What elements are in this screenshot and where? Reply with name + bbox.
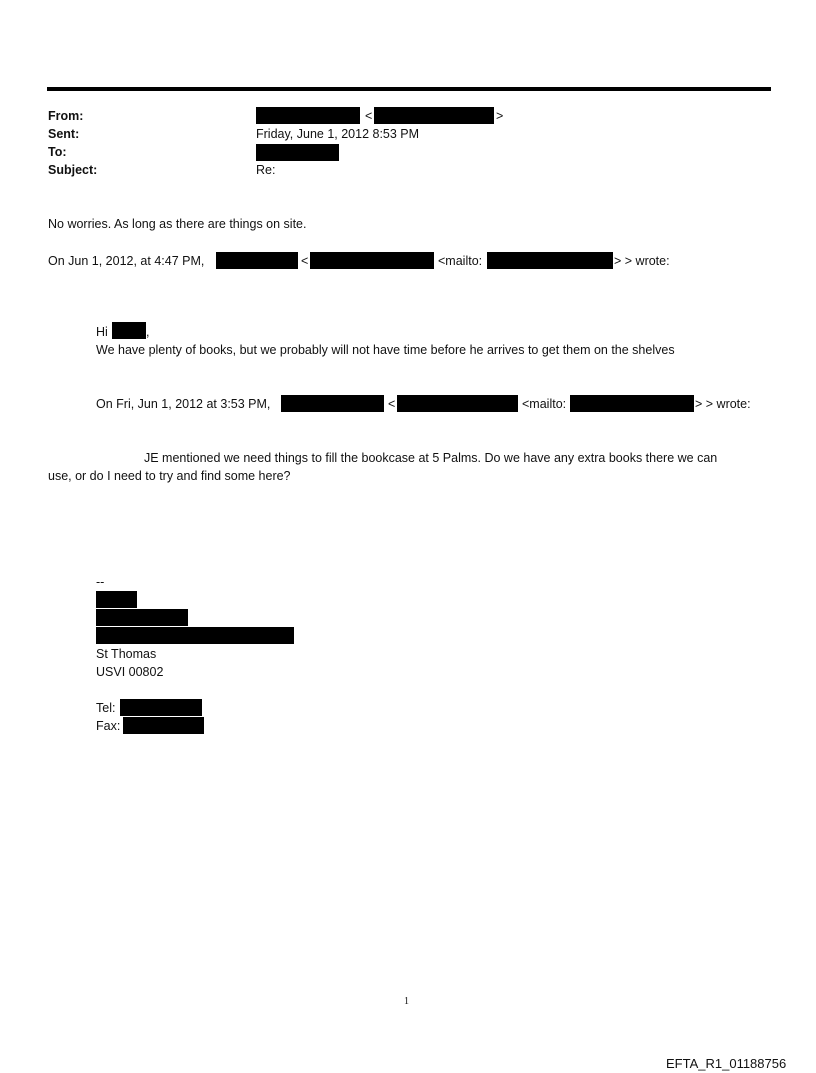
redaction-quote2-email	[397, 395, 518, 412]
reply-line: We have plenty of books, but we probably will not have time before he arrives to get them on the shelves	[96, 343, 675, 357]
quote1-mailto: <mailto:	[438, 254, 483, 268]
quote1-suffix: > > wrote:	[614, 254, 670, 268]
signature-dashes: --	[96, 575, 105, 589]
redaction-greeting-name	[112, 322, 146, 339]
original-line-1: JE mentioned we need things to fill the bookcase at 5 Palms. Do we have any extra books there we can	[144, 451, 718, 465]
redaction-from-email	[374, 107, 494, 124]
quote2-suffix: > > wrote:	[695, 397, 751, 411]
from-gt: >	[496, 109, 504, 123]
body-line-1: No worries. As long as there are things on site.	[48, 217, 307, 231]
redaction-signature-line-3	[96, 627, 294, 644]
redaction-quote2-mailto	[570, 395, 694, 412]
redaction-signature-line-1	[96, 591, 137, 608]
signature-region: USVI 00802	[96, 665, 164, 679]
to-label: To:	[48, 145, 67, 159]
greeting-hi: Hi	[96, 325, 108, 339]
redaction-quote2-name	[281, 395, 384, 412]
sent-label: Sent:	[48, 127, 80, 141]
redaction-quote1-name	[216, 252, 298, 269]
redaction-to	[256, 144, 339, 161]
quote1-lt: <	[301, 254, 309, 268]
page-number: 1	[404, 996, 409, 1007]
quote2-prefix: On Fri, Jun 1, 2012 at 3:53 PM,	[96, 397, 271, 411]
redaction-from-name	[256, 107, 360, 124]
from-label: From:	[48, 109, 84, 123]
tel-label: Tel:	[96, 701, 116, 715]
quote2-mailto: <mailto:	[522, 397, 567, 411]
redaction-quote1-mailto	[487, 252, 613, 269]
redaction-fax	[123, 717, 204, 734]
redaction-signature-line-2	[96, 609, 188, 626]
quote2-lt: <	[388, 397, 396, 411]
subject-value: Re:	[256, 163, 276, 177]
subject-label: Subject:	[48, 163, 98, 177]
sent-value: Friday, June 1, 2012 8:53 PM	[256, 127, 420, 141]
from-lt: <	[365, 109, 373, 123]
header-rule	[47, 87, 771, 91]
document-id: EFTA_R1_01188756	[666, 1056, 787, 1071]
original-line-2: use, or do I need to try and find some here?	[48, 469, 291, 483]
quote1-prefix: On Jun 1, 2012, at 4:47 PM,	[48, 254, 205, 268]
fax-label: Fax:	[96, 719, 121, 733]
redaction-tel	[120, 699, 202, 716]
signature-city: St Thomas	[96, 647, 157, 661]
redaction-quote1-email	[310, 252, 434, 269]
greeting-comma: ,	[146, 325, 150, 339]
